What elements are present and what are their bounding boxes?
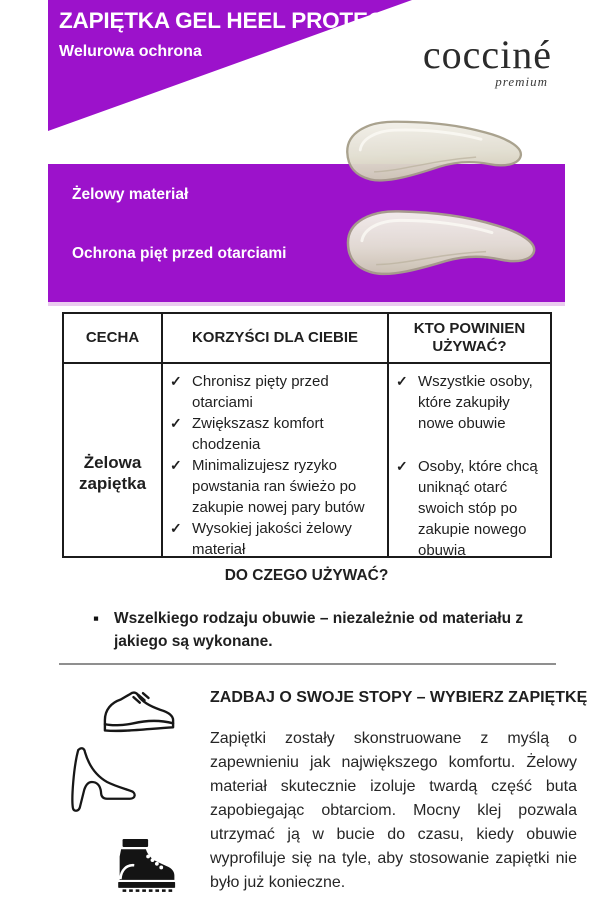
brand-name: cocciné <box>422 32 552 77</box>
check-icon: ✓ <box>170 457 182 473</box>
benefits-list <box>163 364 387 560</box>
benefit-text: Chronisz pięty przed otarciami <box>192 373 329 411</box>
benefit-text: Zwiększasz komfort chodzenia <box>192 415 324 453</box>
gel-heel-pad-photo-top <box>329 108 540 197</box>
list-item <box>170 518 383 560</box>
feature-line-2: Ochrona pięt przed otarciami <box>72 245 287 262</box>
section-divider <box>59 663 556 665</box>
check-icon: ✓ <box>170 373 182 389</box>
table-header-cecha: CECHA <box>64 314 163 364</box>
who-list <box>389 364 550 561</box>
usage-bullet-text: Wszelkiego rodzaju obuwie – niezależnie od materiału z jakiego są wykonane. <box>114 610 524 650</box>
product-title: ZAPIĘTKA GEL HEEL PROTECTORS <box>59 8 446 33</box>
table-cell-feature: Żelowa zapiętka <box>64 364 163 556</box>
dress-shoe-icon <box>99 690 179 736</box>
banner-underline <box>48 302 565 306</box>
square-bullet-icon: ▪ <box>93 609 100 628</box>
feature-line-1: Żelowy materiał <box>72 186 189 203</box>
who-text: Wszystkie osoby, które zakupiły nowe obuwie <box>418 373 533 432</box>
who-text: Osoby, które chcą uniknąć otarć swoich stóp po zakupie nowego obuwia <box>418 458 538 559</box>
list-item <box>170 413 383 455</box>
check-icon: ✓ <box>396 458 408 474</box>
table-header-korzysci: KORZYŚCI DLA CIEBIE <box>163 314 389 364</box>
care-heading: ZADBAJ O SWOJE STOPY – WYBIERZ ZAPIĘTKĘ <box>210 689 588 706</box>
table-cell-who <box>389 364 550 559</box>
product-subtitle: Welurowa ochrona <box>59 43 202 60</box>
care-paragraph: Zapiętki zostały skonstruowane z myślą o zapewnieniu jak największego komfortu. Żelowy materiał skutecznie izoluje twardą część buta zapobiegając obtarciom. Mocny klej pozwala utrzymać ją w bucie do czasu, kiedy obuwie wyprofiluje się na tyle, aby stosowanie zapiętki nie było już konieczne. <box>210 730 577 891</box>
check-icon: ✓ <box>170 520 182 536</box>
high-heel-icon <box>63 745 139 816</box>
list-item <box>170 455 383 518</box>
brand-logo <box>392 34 552 90</box>
table-cell-benefits <box>163 364 389 556</box>
list-item <box>170 371 383 413</box>
benefit-text: Wysokiej jakości żelowy materiał <box>192 520 352 558</box>
check-icon: ✓ <box>170 415 182 431</box>
list-item <box>396 371 546 434</box>
boot-icon <box>106 839 180 893</box>
table-header-kto: KTO POWINIEN UŻYWAĆ? <box>389 314 550 364</box>
list-item <box>396 456 546 561</box>
gel-heel-pad-photo-bottom <box>336 201 547 291</box>
check-icon: ✓ <box>396 373 408 389</box>
benefit-text: Minimalizujesz ryzyko powstania ran świeżo po zakupie nowej pary butów <box>192 457 365 516</box>
usage-heading: DO CZEGO UŻYWAĆ? <box>224 567 389 584</box>
feature-table <box>62 312 552 558</box>
brand-tagline: premium <box>495 74 548 89</box>
